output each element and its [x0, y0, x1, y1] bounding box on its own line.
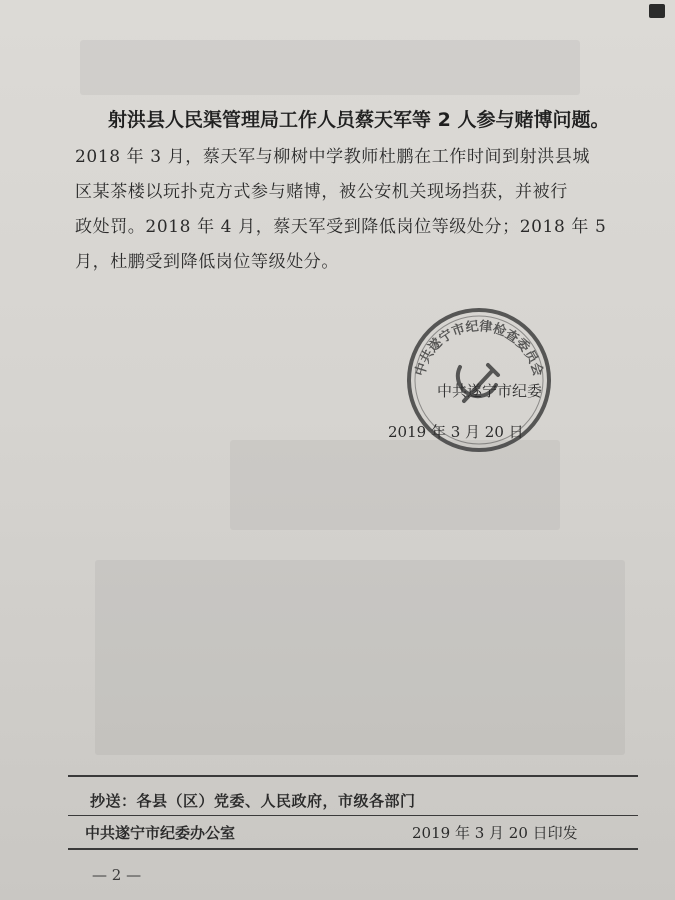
print-date: 2019 年 3 月 20 日印发 [412, 824, 578, 842]
footer-divider-middle [68, 815, 638, 816]
bleed-through-shadow [80, 40, 580, 95]
page-number: — 2 — [92, 866, 142, 884]
body-line: 区某茶楼以玩扑克方式参与赌博，被公安机关现场挡获，并被行 [75, 182, 568, 202]
footer-divider-bottom [68, 848, 638, 850]
body-line: 政处罚。2018 年 4 月，蔡天军受到降低岗位等级处分；2018 年 5 [75, 217, 607, 237]
footer-divider-top [68, 775, 638, 777]
seal-text: 中共遂宁市纪律检查委员会 [412, 319, 546, 378]
body-paragraph [75, 140, 620, 280]
body-line: 月，杜鹏受到降低岗位等级处分。 [75, 252, 339, 272]
issuing-office: 中共遂宁市纪委办公室 [85, 824, 236, 842]
cc-recipients: 抄送：各县（区）党委、人民政府，市级各部门 [90, 792, 416, 810]
body-line: 2018 年 3 月，蔡天军与柳树中学教师杜鹏在工作时间到射洪县城 [75, 147, 591, 167]
corner-mark-icon [649, 4, 665, 18]
issuer-signature: 中共遂宁市纪委 [437, 382, 543, 400]
issue-date: 2019 年 3 月 20 日 [388, 423, 524, 441]
bleed-through-shadow [95, 560, 625, 755]
section-title: 射洪县人民渠管理局工作人员蔡天军等 2 人参与赌博问题。 [108, 109, 610, 131]
